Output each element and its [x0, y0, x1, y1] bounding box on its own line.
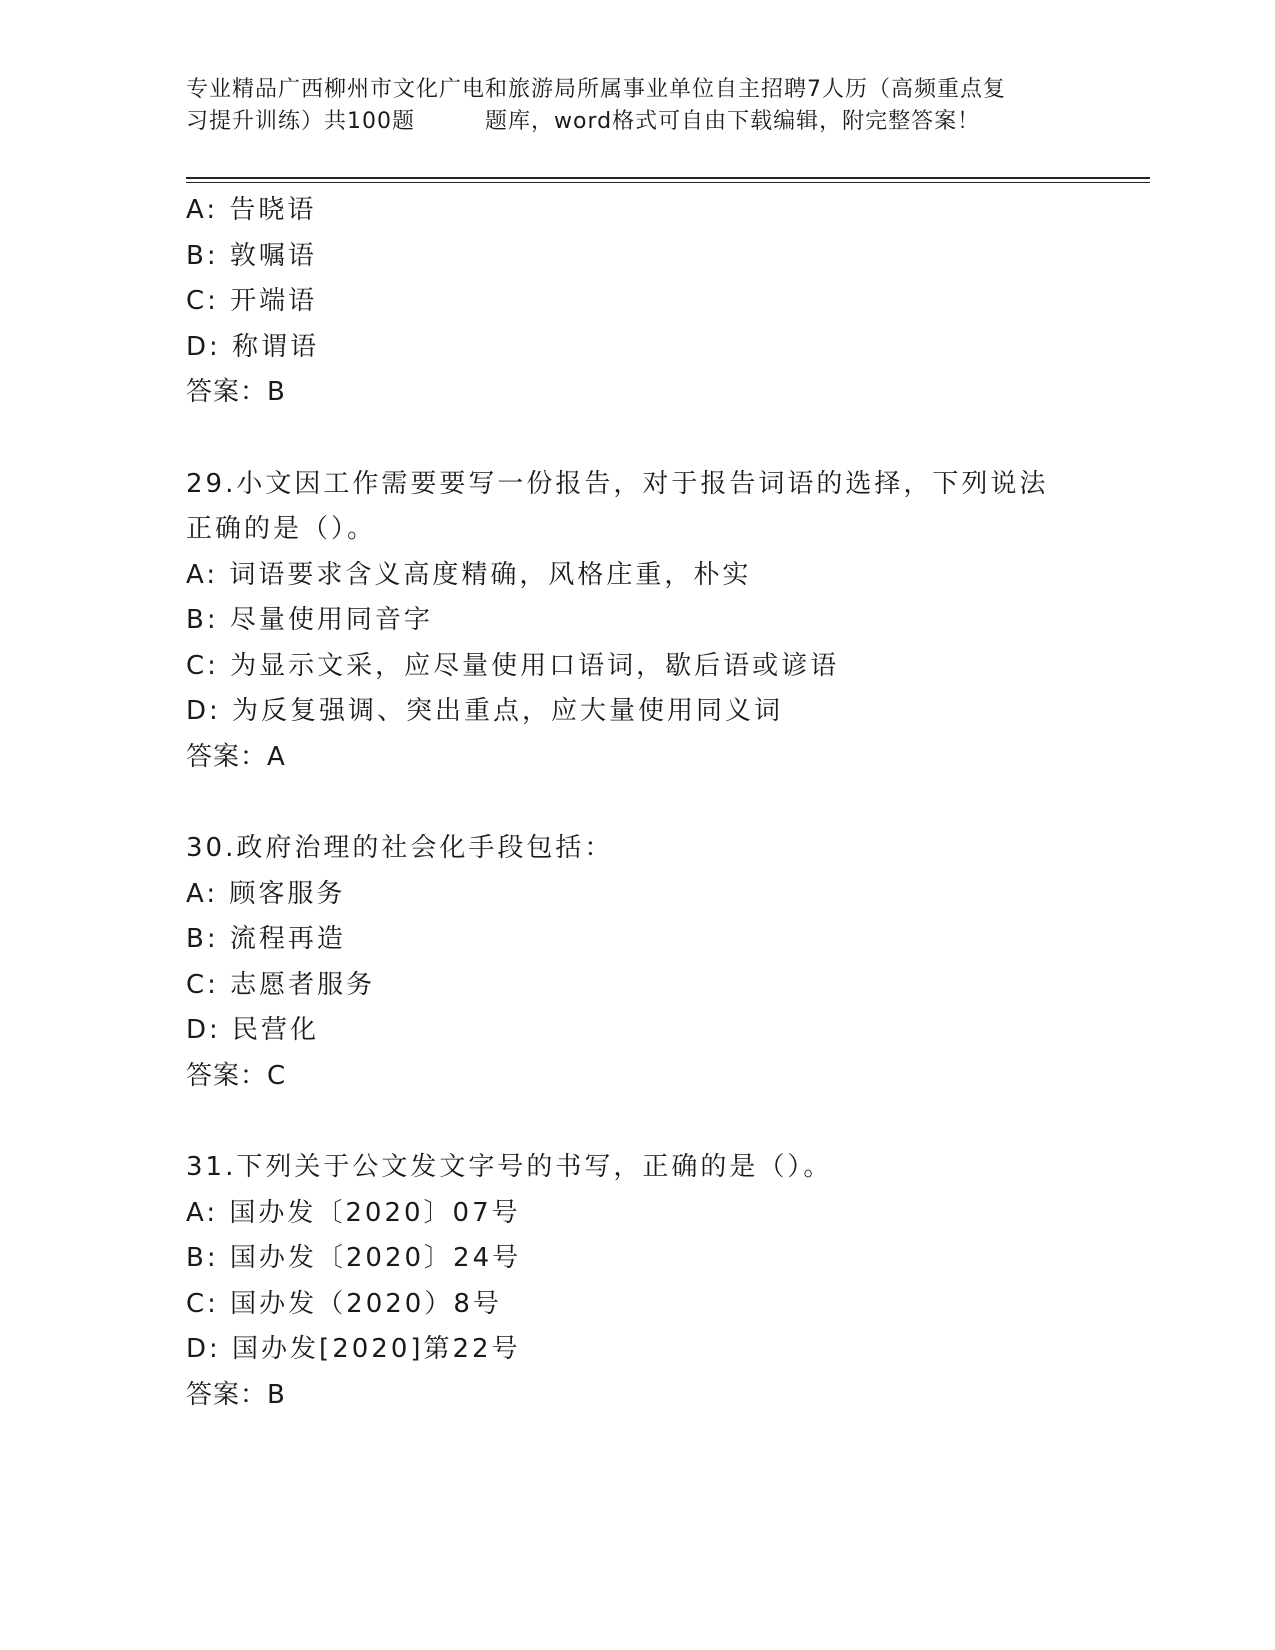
option-d: D: 民营化 [186, 1015, 320, 1045]
question-block-28 [186, 188, 1146, 416]
header-line-2-right: 题库，word格式可自由下载编辑，附完整答案！ [485, 109, 981, 134]
answer-text: 答案：C [186, 1060, 287, 1091]
option-a: A: 顾客服务 [186, 878, 346, 909]
option-b: B: 尽量使用同音字 [186, 605, 433, 635]
option-d: D: 国办发[2020]第22号 [186, 1334, 521, 1364]
answer-text: 答案：B [186, 1379, 286, 1410]
question-block-31 [186, 1145, 1146, 1418]
header-rule-thick [186, 177, 1150, 179]
answer-text: 答案：B [186, 377, 286, 407]
question-block-30 [186, 826, 1146, 1099]
question-stem: 29.小文因工作需要要写一份报告，对于报告词语的选择，下列说法正确的是（）。 [186, 468, 1049, 544]
answer-text: 答案：A [186, 741, 286, 772]
option-b: B: 敦嘱语 [186, 240, 317, 271]
header-line-2 [186, 106, 1096, 138]
option-d: D: 为反复强调、突出重点，应大量使用同义词 [186, 696, 784, 726]
option-b: B: 国办发〔2020〕24号 [186, 1243, 522, 1273]
option-c: C: 开端语 [186, 286, 318, 316]
option-b: B: 流程再造 [186, 924, 346, 954]
page-header [186, 74, 1096, 138]
question-block-29 [186, 462, 1146, 781]
option-c: C: 志愿者服务 [186, 969, 376, 1000]
header-rule-thin [186, 182, 1150, 183]
option-c: C: 国办发（2020）8号 [186, 1288, 502, 1319]
header-line-1: 专业精品广西柳州市文化广电和旅游局所属事业单位自主招聘7人历（高频重点复 [186, 77, 1006, 102]
header-line-2-left: 习提升训练）共100题 [186, 109, 415, 134]
option-c: C: 为显示文采，应尽量使用口语词，歇后语或谚语 [186, 650, 840, 681]
option-a: A: 国办发〔2020〕07号 [186, 1197, 521, 1228]
option-d: D: 称谓语 [186, 331, 320, 362]
question-stem: 31.下列关于公文发文字号的书写，正确的是（）。 [186, 1152, 833, 1182]
option-a: A: 词语要求含义高度精确，风格庄重，朴实 [186, 559, 752, 590]
question-stem: 30.政府治理的社会化手段包括： [186, 833, 614, 863]
option-a: A: 告晓语 [186, 195, 317, 225]
question-list [186, 188, 1146, 1418]
